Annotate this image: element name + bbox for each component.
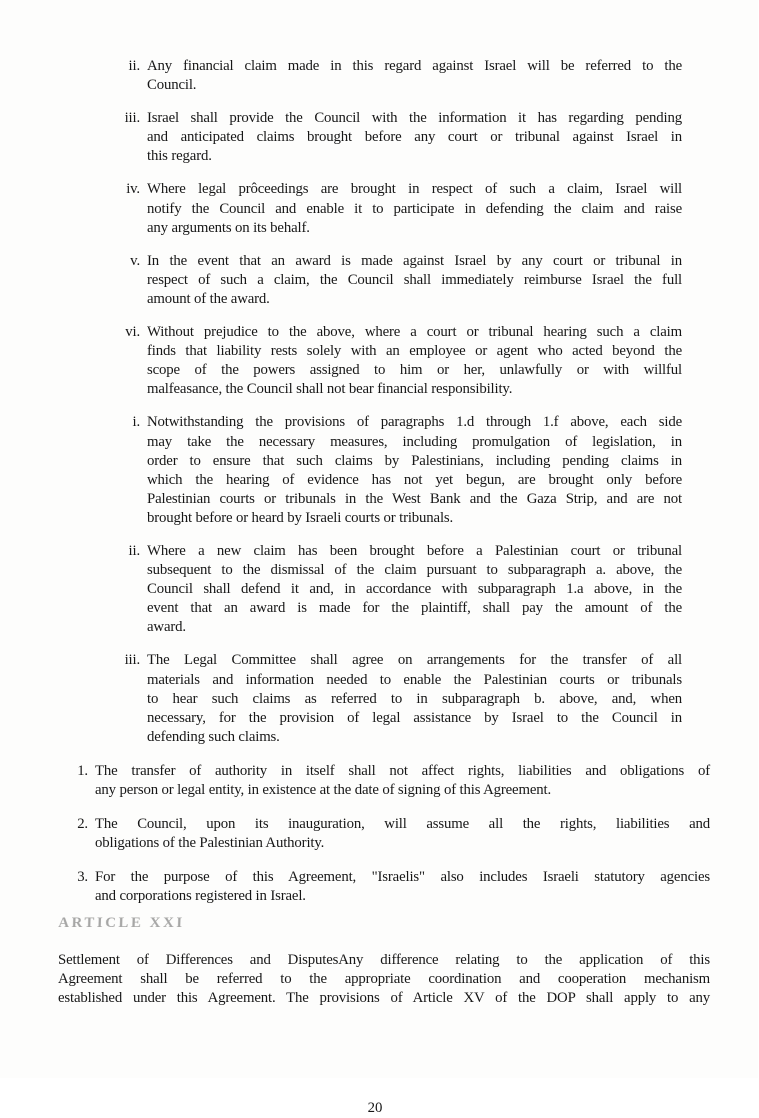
text-line: Palestinian courts or tribunals in the West Bank and the Gaza Strip, and are not (147, 490, 682, 507)
item-marker: 1. (77, 762, 88, 779)
text-line: Without prejudice to the above, where a court or tribunal hearing such a claim (147, 324, 682, 341)
text-line: Any financial claim made in this regard against Israel will be referred to the (147, 58, 682, 74)
text-line: subsequent to the dismissal of the claim pursuant to subparagraph a. above, the (147, 562, 682, 579)
text-line: For the purpose of this Agreement, "Israelis" also includes Israeli statutory agencies (95, 869, 710, 886)
text-line: Council. (147, 77, 197, 94)
text-line: notify the Council and enable it to participate in defending the claim and raise (147, 200, 682, 217)
text-line: which the hearing of evidence has not yet begun, are brought only before (147, 471, 682, 488)
article-heading: ARTICLE XXI (58, 915, 185, 932)
item-marker: v. (130, 252, 140, 269)
text-line: to hear such claims as referred to in subparagraph b. above, and, when (147, 690, 682, 707)
text-line: amount of the award. (147, 290, 270, 307)
text-line: order to ensure that such claims by Palestinians, including pending claims in (147, 452, 682, 469)
list-item (124, 109, 682, 166)
text-line: Notwithstanding the provisions of paragraphs 1.d through 1.f above, each side (147, 414, 682, 431)
list-item (77, 815, 710, 853)
text-line: any person or legal entity, in existence at the date of signing of this Agreement. (95, 782, 551, 798)
page-number: 20 (367, 1100, 383, 1116)
text-line: In the event that an award is made against Israel by any court or tribunal in (147, 252, 682, 269)
text-line: obligations of the Palestinian Authority. (95, 835, 325, 852)
item-marker: iii. (124, 110, 140, 127)
text-line: Agreement shall be referred to the appropriate coordination and cooperation mechanism (58, 970, 710, 987)
text-line: Where a new claim has been brought before a Palestinian court or tribunal (147, 542, 682, 559)
item-marker: vi. (125, 324, 140, 341)
text-line: respect of such a claim, the Council shall immediately reimburse Israel the full (147, 271, 682, 288)
text-line: and anticipated claims brought before any court or tribunal against Israel in (147, 129, 682, 146)
text-line: may take the necessary measures, including promulgation of legislation, in (147, 433, 682, 450)
text-line: this regard. (147, 148, 212, 165)
item-marker: 3. (77, 869, 88, 886)
list-item (130, 252, 682, 309)
closing-paragraph (58, 951, 710, 1008)
list-item (124, 651, 682, 746)
item-marker: iv. (126, 181, 140, 198)
item-marker: iii. (124, 652, 140, 669)
list-item (125, 323, 682, 399)
text-line: any arguments on its behalf. (147, 219, 310, 236)
text-line: event that an award is made for the plaintiff, shall pay the amount of the (147, 600, 682, 617)
document-body (0, 57, 758, 1116)
text-line: Israel shall provide the Council with the information it has regarding pending (147, 110, 682, 127)
text-line: The Council, upon its inauguration, will assume all the rights, liabilities and (95, 816, 710, 833)
text-line: brought before or heard by Israeli courts or tribunals. (147, 509, 454, 526)
list-item (128, 542, 682, 637)
item-marker: i. (132, 414, 140, 431)
item-marker: 2. (77, 816, 88, 833)
roman-list (124, 57, 682, 747)
text-line: Council shall defend it and, in accordance with subparagraph 1.a above, in the (147, 581, 682, 598)
text-line: necessary, for the provision of legal assistance by Israel to the Council in (147, 709, 682, 726)
text-line: Where legal prôceedings are brought in respect of such a claim, Israel will (147, 181, 682, 198)
list-item (128, 57, 682, 95)
text-line: materials and information needed to enable the Palestinian courts or tribunals (147, 671, 682, 688)
numbered-list (77, 762, 710, 907)
text-line: malfeasance, the Council shall not bear financial responsibility. (147, 381, 513, 398)
text-line: award. (147, 619, 186, 636)
list-item (77, 762, 710, 800)
list-item (77, 868, 710, 906)
item-marker: ii. (128, 58, 140, 74)
text-line: Settlement of Differences and DisputesAny difference relating to the application of this (58, 951, 710, 968)
list-item (126, 180, 682, 237)
text-line: The Legal Committee shall agree on arrangements for the transfer of all (147, 652, 682, 669)
text-line: The transfer of authority in itself shall not affect rights, liabilities and obligations of (95, 762, 710, 779)
item-marker: ii. (128, 542, 140, 559)
list-item (132, 413, 682, 528)
text-line: and corporations registered in Israel. (95, 888, 306, 905)
text-line: finds that liability rests solely with an employee or agent who acted beyond the (147, 343, 682, 360)
text-line: scope of the powers assigned to him or her, unlawfully or with willful (147, 362, 682, 379)
text-line: defending such claims. (147, 728, 280, 745)
text-line: established under this Agreement. The provisions of Article XV of the DOP shall apply to any (58, 989, 710, 1006)
